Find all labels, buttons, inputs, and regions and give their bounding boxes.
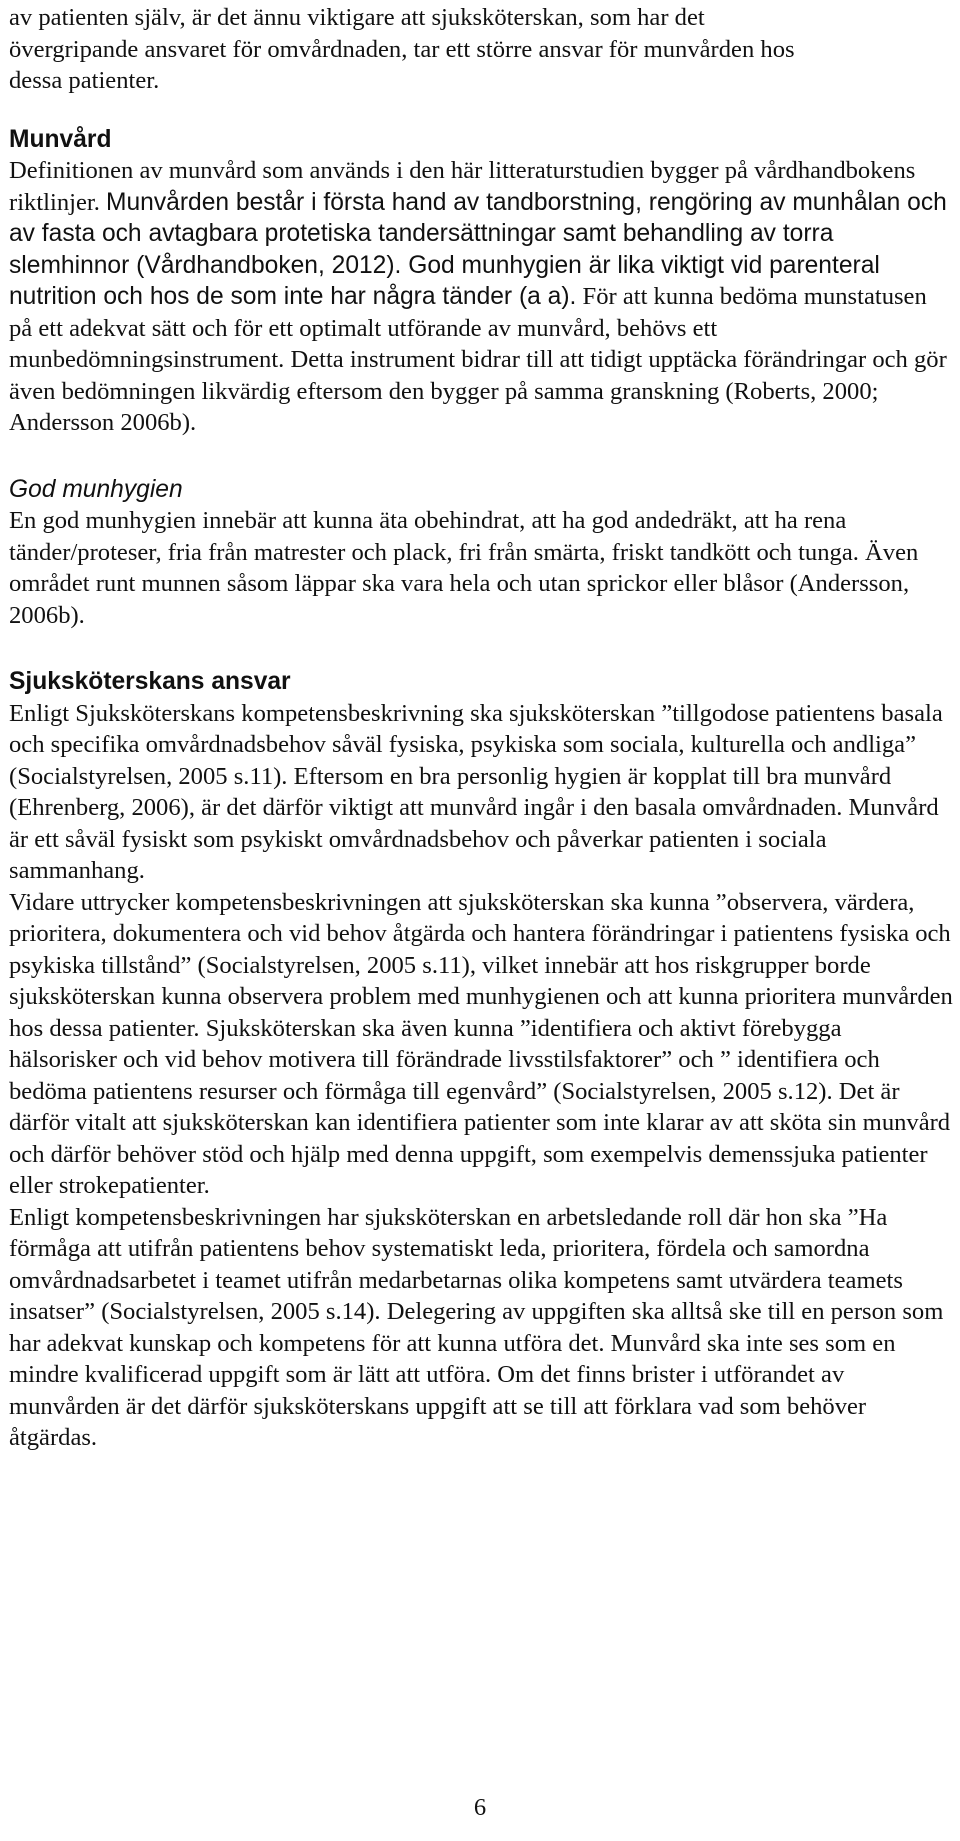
- page-number: 6: [473, 1794, 487, 1821]
- ansvar-heading: Sjuksköterskans ansvar: [9, 668, 291, 695]
- munvard-assessment-text: För att kunna bedöma munstatusen på ett adekvat sätt och för ett optimalt utförande av munvård, behövs ett munbedömningsinstrument. Detta instrument bidrar till att tidigt upptäcka förändringar och gör även bedömningen likvärdig eftersom den bygger på samma granskning (Roberts, 2000; Andersson 2006b).: [9, 283, 947, 436]
- munvard-definition-text: Definitionen av munvård som används i den här litteraturstudien bygger på vårdhandbokens riktlinjer.: [9, 157, 916, 216]
- intro-paragraph: [9, 2, 954, 97]
- document-page: [9, 2, 954, 1454]
- munvard-content-text: Munvården består i första hand av tandborstning, rengöring av munhålan och av fasta och avtagbara protetiska tandersättningar samt behandling av torra slemhinnor (Vårdhandboken, 2012). God munhygien är lika viktigt vid parenteral nutrition och hos de som inte har några tänder (a a).: [9, 188, 947, 310]
- ansvar-paragraph-1: Enligt Sjuksköterskans kompetensbeskrivning ska sjuksköterskan ”tillgodose patientens basala och specifika omvårdnadsbehov såväl fysiska, psykiska som sociala, kulturella och andliga” (Socialstyrelsen, 2005 s.11). Eftersom en bra personlig hygien är kopplat till bra munvård (Ehrenberg, 2006), är det därför viktigt att munvård ingår i den basala omvårdnaden. Munvård är ett såväl fysiskt som psykiskt omvårdnadsbehov och påverkar patienten i sociala sammanhang.: [9, 699, 943, 884]
- munvard-heading: Munvård: [9, 125, 112, 153]
- intro-line-3: dessa patienter.: [9, 67, 160, 94]
- intro-line-1: av patienten själv, är det ännu viktigare att sjuksköterskan, som har det: [9, 4, 705, 31]
- god-munhygien-heading: God munhygien: [9, 475, 183, 503]
- intro-line-2: övergripande ansvaret för omvårdnaden, tar ett större ansvar för munvården hos: [9, 35, 795, 63]
- god-munhygien-paragraph: En god munhygien innebär att kunna äta obehindrat, att ha god andedräkt, att ha rena tänder/proteser, fria från matrester och plack, fri från smärta, friskt tandkött och tunga. Även området runt munnen såsom läppar ska vara hela och utan sprickor eller blåsor (Andersson, 2006b).: [9, 507, 919, 629]
- munvard-paragraph: [9, 155, 954, 439]
- ansvar-paragraph-3: Enligt kompetensbeskrivningen har sjuksköterskan en arbetsledande roll där hon ska ”Ha förmåga att utifrån patientens behov systematiskt leda, prioritera, fördela och samordna omvårdnadsarbetet i teamet utifrån medarbetarnas olika kompetens samt utvärdera teamets insatser” (Socialstyrelsen, 2005 s.14). Delegering av uppgiften ska alltså ske till en person som har adekvat kunskap och kompetens för att kunna utföra det. Munvård ska inte ses som en mindre kvalificerad uppgift som är lätt att utföra. Om det finns brister i utförandet av munvården är det därför sjuksköterskans uppgift att se till att förklara vad som behöver åtgärdas.: [9, 1203, 944, 1451]
- ansvar-paragraph-2: Vidare uttrycker kompetensbeskrivningen att sjuksköterskan ska kunna ”observera, värdera, prioritera, dokumentera och vid behov åtgärda och hantera förändringar i patientens fysiska och psykiska tillstånd” (Socialstyrelsen, 2005 s.11), vilket innebär att hos riskgrupper borde sjuksköterskan kunna observera problem med munhygienen och att kunna prioritera munvården hos dessa patienter. Sjuksköterskan ska även kunna ”identifiera och aktivt förebygga hälsorisker och vid behov motivera till förändrade livsstilsfaktorer” och ” identifiera och bedöma patientens resurser och förmåga till egenvård” (Socialstyrelsen, 2005 s.12). Det är därför vitalt att sjuksköterskan kan identifiera patienter som inte klarar av att sköta sin munvård och därför behöver stöd och hjälp med denna uppgift, som exempelvis demenssjuka patienter eller strokepatienter.: [9, 888, 953, 1199]
